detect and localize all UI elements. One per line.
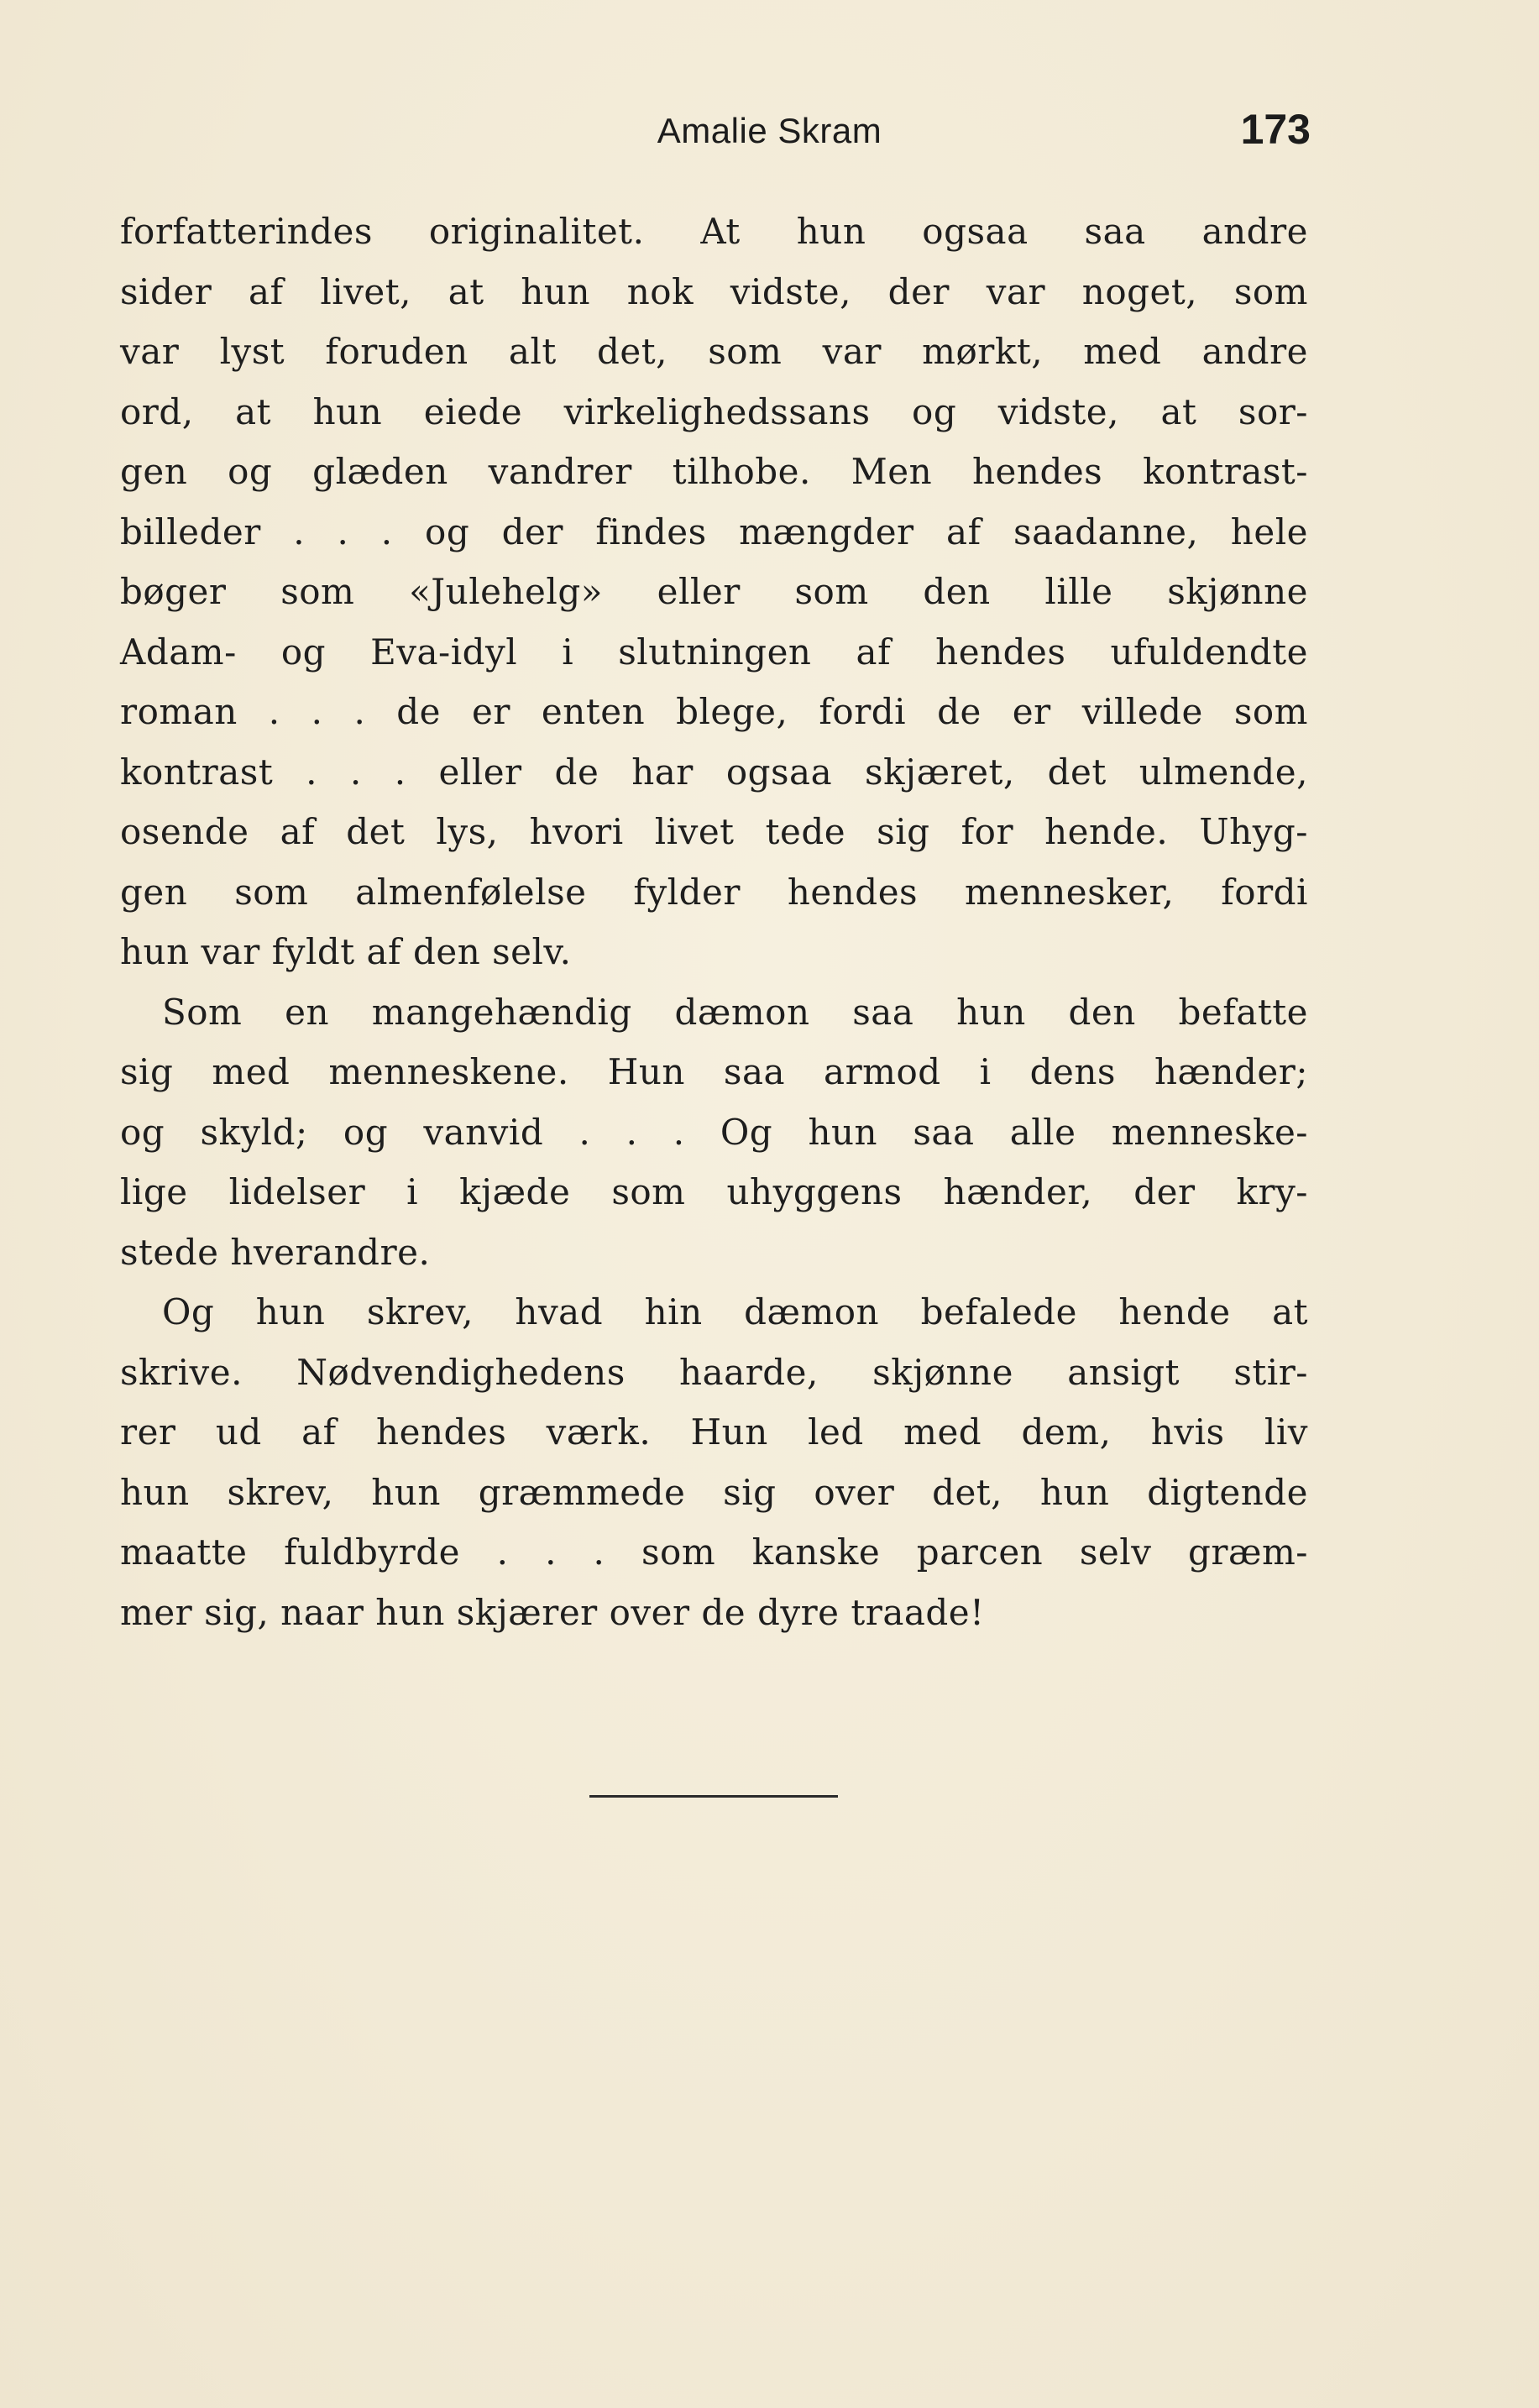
paragraph-3 [120, 1282, 1308, 1642]
text-line: roman . . . de er enten blege, fordi de er villede som [120, 691, 1308, 732]
page-number: 173 [1240, 106, 1311, 153]
section-end-rule [589, 1795, 838, 1798]
paragraph-2 [120, 982, 1308, 1283]
text-line: kontrast . . . eller de har ogsaa skjæret, det ulmende, [120, 751, 1308, 793]
text-line: maatte fuldbyrde . . . som kanske parcen selv græm- [120, 1531, 1308, 1573]
body-text [120, 202, 1308, 1642]
text-line: lige lidelser i kjæde som uhyggens hænder, der kry- [120, 1171, 1308, 1212]
text-line: sider af livet, at hun nok vidste, der var noget, som [120, 270, 1308, 312]
text-line: osende af det lys, hvori livet tede sig for hende. Uhyg- [120, 811, 1308, 852]
text-line: og skyld; og vanvid . . . Og hun saa alle menneske- [120, 1111, 1308, 1153]
text-line: Og hun skrev, hvad hin dæmon befalede hende at [162, 1291, 1308, 1332]
text-line: ord, at hun eiede virkelighedssans og vidste, at sor- [120, 390, 1308, 432]
text-line: gen som almenfølelse fylder hendes mennesker, fordi [120, 871, 1308, 913]
text-line: Som en mangehændig dæmon saa hun den befatte [162, 991, 1308, 1033]
text-line: skrive. Nødvendighedens haarde, skjønne ansigt stir- [120, 1351, 1308, 1393]
text-line: Adam- og Eva-idyl i slutningen af hendes ufuldendte [120, 631, 1308, 673]
running-title: Amalie Skram [657, 111, 882, 150]
text-line: mer sig, naar hun skjærer over de dyre traade! [120, 1591, 985, 1633]
text-line: bøger som «Julehelg» eller som den lille skjønne [120, 571, 1308, 612]
text-line: forfatterindes originalitet. At hun ogsaa saa andre [120, 211, 1308, 252]
paragraph-1 [120, 202, 1308, 982]
text-line: sig med menneskene. Hun saa armod i dens hænder; [120, 1051, 1308, 1092]
text-line: var lyst foruden alt det, som var mørkt, med andre [120, 331, 1308, 372]
text-line: hun skrev, hun græmmede sig over det, hun digtende [120, 1471, 1308, 1513]
text-line: billeder . . . og der findes mængder af saadanne, hele [120, 510, 1308, 552]
text-line: rer ud af hendes værk. Hun led med dem, hvis liv [120, 1411, 1308, 1453]
text-line: hun var fyldt af den selv. [120, 931, 572, 972]
text-line: gen og glæden vandrer tilhobe. Men hendes kontrast- [120, 451, 1308, 492]
text-line: stede hverandre. [120, 1231, 431, 1273]
